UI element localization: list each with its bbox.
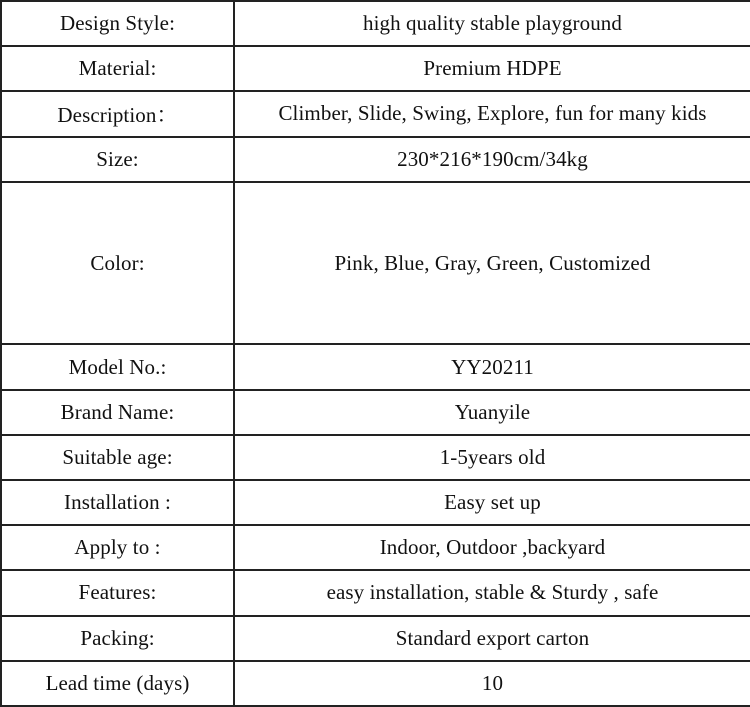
- spec-label: Material:: [1, 46, 234, 91]
- spec-value: 10: [234, 661, 750, 706]
- spec-row-design-style: [1, 1, 750, 46]
- spec-row-brand-name: [1, 390, 750, 435]
- spec-value: YY20211: [234, 344, 750, 389]
- spec-row-model-no: [1, 344, 750, 389]
- spec-label: Model No.:: [1, 344, 234, 389]
- spec-row-packing: [1, 616, 750, 661]
- spec-row-size: [1, 137, 750, 182]
- spec-value: easy installation, stable & Sturdy , safe: [234, 570, 750, 615]
- spec-value: Climber, Slide, Swing, Explore, fun for many kids: [234, 91, 750, 136]
- spec-label: Color:: [1, 182, 234, 345]
- spec-value: Indoor, Outdoor ,backyard: [234, 525, 750, 570]
- spec-label: Description：: [1, 91, 234, 136]
- spec-value: 230*216*190cm/34kg: [234, 137, 750, 182]
- spec-label: Suitable age:: [1, 435, 234, 480]
- spec-row-apply-to: [1, 525, 750, 570]
- spec-row-description: [1, 91, 750, 136]
- spec-label: Design Style:: [1, 1, 234, 46]
- spec-label: Installation :: [1, 480, 234, 525]
- spec-row-suitable-age: [1, 435, 750, 480]
- spec-value: Easy set up: [234, 480, 750, 525]
- spec-value: Standard export carton: [234, 616, 750, 661]
- spec-row-lead-time: [1, 661, 750, 706]
- spec-value: high quality stable playground: [234, 1, 750, 46]
- spec-label: Size:: [1, 137, 234, 182]
- spec-label: Packing:: [1, 616, 234, 661]
- spec-label: Brand Name:: [1, 390, 234, 435]
- spec-label: Lead time (days): [1, 661, 234, 706]
- spec-value: Pink, Blue, Gray, Green, Customized: [234, 182, 750, 345]
- spec-row-material: [1, 46, 750, 91]
- spec-value: Yuanyile: [234, 390, 750, 435]
- spec-row-installation: [1, 480, 750, 525]
- spec-label: Apply to :: [1, 525, 234, 570]
- spec-label: Features:: [1, 570, 234, 615]
- spec-value: Premium HDPE: [234, 46, 750, 91]
- spec-row-features: [1, 570, 750, 615]
- spec-row-color: [1, 182, 750, 345]
- spec-value: 1-5years old: [234, 435, 750, 480]
